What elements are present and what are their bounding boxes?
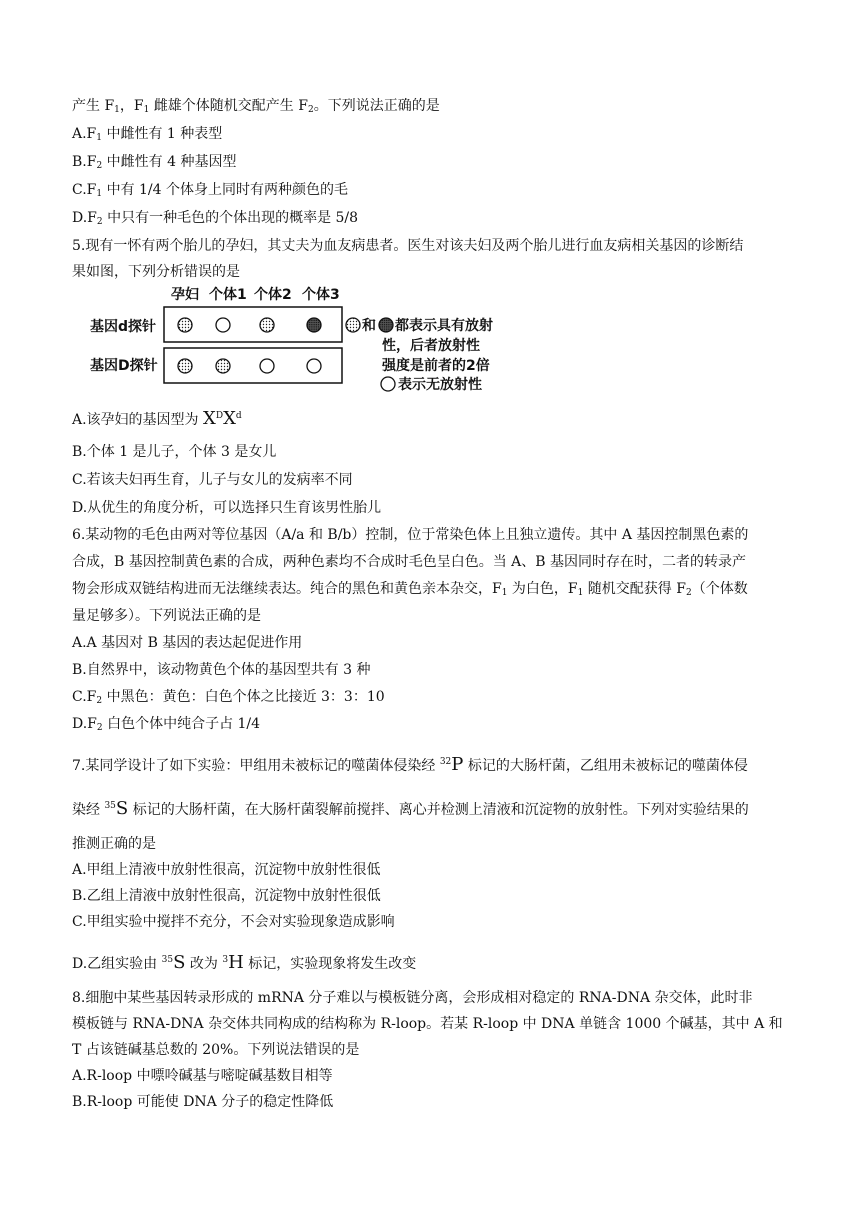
q7-option-a: A.甲组上清液中放射性很高，沉淀物中放射性很低 [72,862,381,878]
q4-option-b: $B.F_2$ 中雌性有 4 种基因型 [72,154,237,171]
q6-option-a: A.A 基因对 B 基因的表达起促进作用 [72,635,303,651]
legend-dotted-spot [346,318,360,332]
q7-stem-line3: 推测正确的是 [72,836,156,852]
spot-empty [307,359,321,373]
legend-empty-spot [381,377,395,391]
col-header-individual2: 个体2 [254,287,292,303]
q8-option-b: B.R-loop 可能使 DNA 分子的稳定性降低 [72,1094,334,1110]
q7-stem-line2: 染经 $^{35}$S 标记的大肠杆菌，在大肠杆菌裂解前搅拌、离心并检测上清液和沉淀物的放射性。下列对实验结果的 [72,798,749,819]
q8-option-a: A.R-loop 中嘌呤碱基与嘧啶碱基数目相等 [72,1068,333,1084]
spot-empty [216,318,230,332]
spot-dotted [216,359,230,373]
spot-dense [307,318,321,332]
q4-option-a: $A.F_1$ 中雌性有 1 种表型 [72,126,223,143]
q5-option-d: D.从优生的角度分析，可以选择只生育该男性胎儿 [72,500,382,516]
legend-line1: 都表示具有放射 [395,318,493,334]
row-label-D-probe: 基因D探针 [90,358,158,374]
col-header-individual3: 个体3 [302,287,340,303]
legend-line2: 性，后者放射性 [382,338,480,354]
col-header-pregnant: 孕妇 [171,287,199,303]
q4-option-d: $D.F_2$ 中只有一种毛色的个体出现的概率是 5/8 [72,210,359,227]
q6-option-b: B.自然界中，该动物黄色个体的基因型共有 3 种 [72,662,371,678]
q4-stem: 产生 $F_1$，$F_1$ 雌雄个体随机交配产生 $F_2$。下列说法正确的是 [72,98,440,115]
q6-stem-line2: 合成，B 基因控制黄色素的合成，两种色素均不合成时毛色呈白色。当 A、B 基因同时存在时，二者的转录产 [72,554,747,570]
q7-stem-line1: 7.某同学设计了如下实验：甲组用未被标记的噬菌体侵染经 $^{32}$P 标记的大肠杆菌，乙组用未被标记的噬菌体侵 [72,754,748,775]
spot-dotted [260,318,274,332]
q5-option-b: B.个体 1 是儿子，个体 3 是女儿 [72,444,277,460]
q6-stem-line1: 6.某动物的毛色由两对等位基因（A/a 和 B/b）控制，位于常染色体上且独立遗传。其中 A 基因控制黑色素的 [72,527,749,543]
legend-line4: 表示无放射性 [398,377,482,393]
q5-stem-line1: 5.现有一怀有两个胎儿的孕妇，其丈夫为血友病患者。医生对该夫妇及两个胎儿进行血友病相关基因的诊断结 [72,238,744,254]
q6-option-c: $C.F_2$ 中黑色：黄色：白色个体之比接近 3：3：10 [72,689,385,706]
q6-stem-line3: 物会形成双链结构进而无法继续表达。纯合的黑色和黄色亲本杂交，$F_1$ 为白色，$F_1$ 随机交配获得 $F_2$（个体数 [72,581,748,598]
gene-probe-diagram [82,284,532,394]
col-header-individual1: 个体1 [209,287,247,303]
spot-dotted [178,318,192,332]
q7-option-c: C.甲组实验中搅拌不充分，不会对实验现象造成影响 [72,914,395,930]
row-label-d-probe: 基因d探针 [90,319,157,335]
legend-line3: 强度是前者的2倍 [382,358,490,374]
q7-option-d: D.乙组实验由 $^{35}$S 改为 $^3$H 标记，实验现象将发生改变 [72,952,417,973]
spot-empty [260,359,274,373]
q5-option-a: A.该孕妇的基因型为 $X^DX^d$ [72,408,242,429]
legend-and: 和 [362,318,376,334]
q4-option-c: $C.F_1$ 中有 1/4 个体身上同时有两种颜色的毛 [72,182,349,199]
spot-dotted [178,359,192,373]
q8-stem-line3: T 占该链碱基总数的 20%。下列说法错误的是 [72,1042,360,1058]
q8-stem-line2: 模板链与 RNA-DNA 杂交体共同构成的结构称为 R-loop。若某 R-loop 中 DNA 单链含 1000 个碱基，其中 A 和 [72,1016,783,1032]
q6-stem-line4: 量足够多）。下列说法正确的是 [72,608,261,624]
q5-option-c: C.若该夫妇再生育，儿子与女儿的发病率不同 [72,472,353,488]
q5-stem-line2: 果如图，下列分析错误的是 [72,264,240,280]
q8-stem-line1: 8.细胞中某些基因转录形成的 mRNA 分子难以与模板链分离，会形成相对稳定的 RNA-DNA 杂交体，此时非 [72,990,753,1006]
q6-option-d: $D.F_2$ 白色个体中纯合子占 1/4 [72,716,261,733]
q7-option-b: B.乙组上清液中放射性很高，沉淀物中放射性很低 [72,888,381,904]
legend-dense-spot [379,318,393,332]
probe-spots [178,318,321,373]
